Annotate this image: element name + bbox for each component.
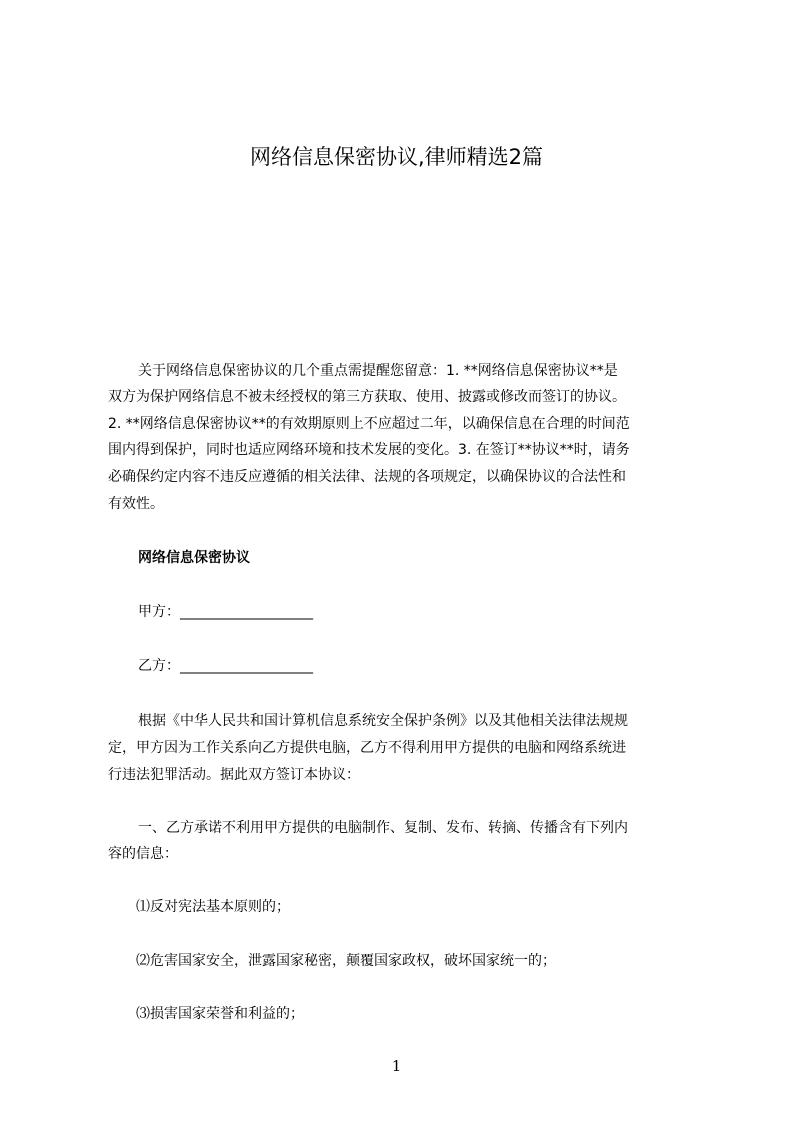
- intro-line-2: 双方为保护网络信息不被未经授权的第三方获取、使用、披露或修改而签订的协议。: [108, 389, 626, 405]
- list-item: ⑵危害国家安全，泄露国家秘密，颠覆国家政权，破坏国家统一的；: [136, 953, 556, 969]
- intro-line-1: 关于网络信息保密协议的几个重点需提醒您留意：1. **网络信息保密协议**是: [138, 363, 618, 379]
- basis-line-2: 定，甲方因为工作关系向乙方提供电脑，乙方不得利用甲方提供的电脑和网络系统进: [108, 740, 626, 756]
- clause-1-line-1: 一、乙方承诺不利用甲方提供的电脑制作、复制、发布、转摘、传播含有下列内: [138, 820, 628, 836]
- document-title: 网络信息保密协议,律师精选2篇: [249, 145, 544, 169]
- intro-line-3: 2. **网络信息保密协议**的有效期原则上不应超过二年，以确保信息在合理的时间范: [108, 416, 630, 432]
- list-item: ⑴反对宪法基本原则的；: [136, 899, 290, 915]
- agreement-heading: 网络信息保密协议: [138, 550, 250, 566]
- page-number: 1: [391, 1057, 402, 1075]
- basis-line-1: 根据《中华人民共和国计算机信息系统安全保护条例》以及其他相关法律法规规: [138, 713, 628, 729]
- list-item: ⑶损害国家荣誉和利益的；: [136, 1006, 304, 1022]
- intro-line-4: 围内得到保护，同时也适应网络环境和技术发展的变化。3. 在签订**协议**时，请务: [108, 442, 630, 458]
- clause-1-line-2: 容的信息：: [108, 846, 178, 862]
- party-a-line: 甲方：___________________: [138, 604, 313, 620]
- intro-line-5: 必确保约定内容不违反应遵循的相关法律、法规的各项规定，以确保协议的合法性和: [108, 469, 626, 485]
- party-b-line: 乙方：___________________: [138, 658, 313, 674]
- basis-line-3: 行违法犯罪活动。据此双方签订本协议：: [108, 767, 360, 783]
- intro-line-6: 有效性。: [108, 496, 164, 512]
